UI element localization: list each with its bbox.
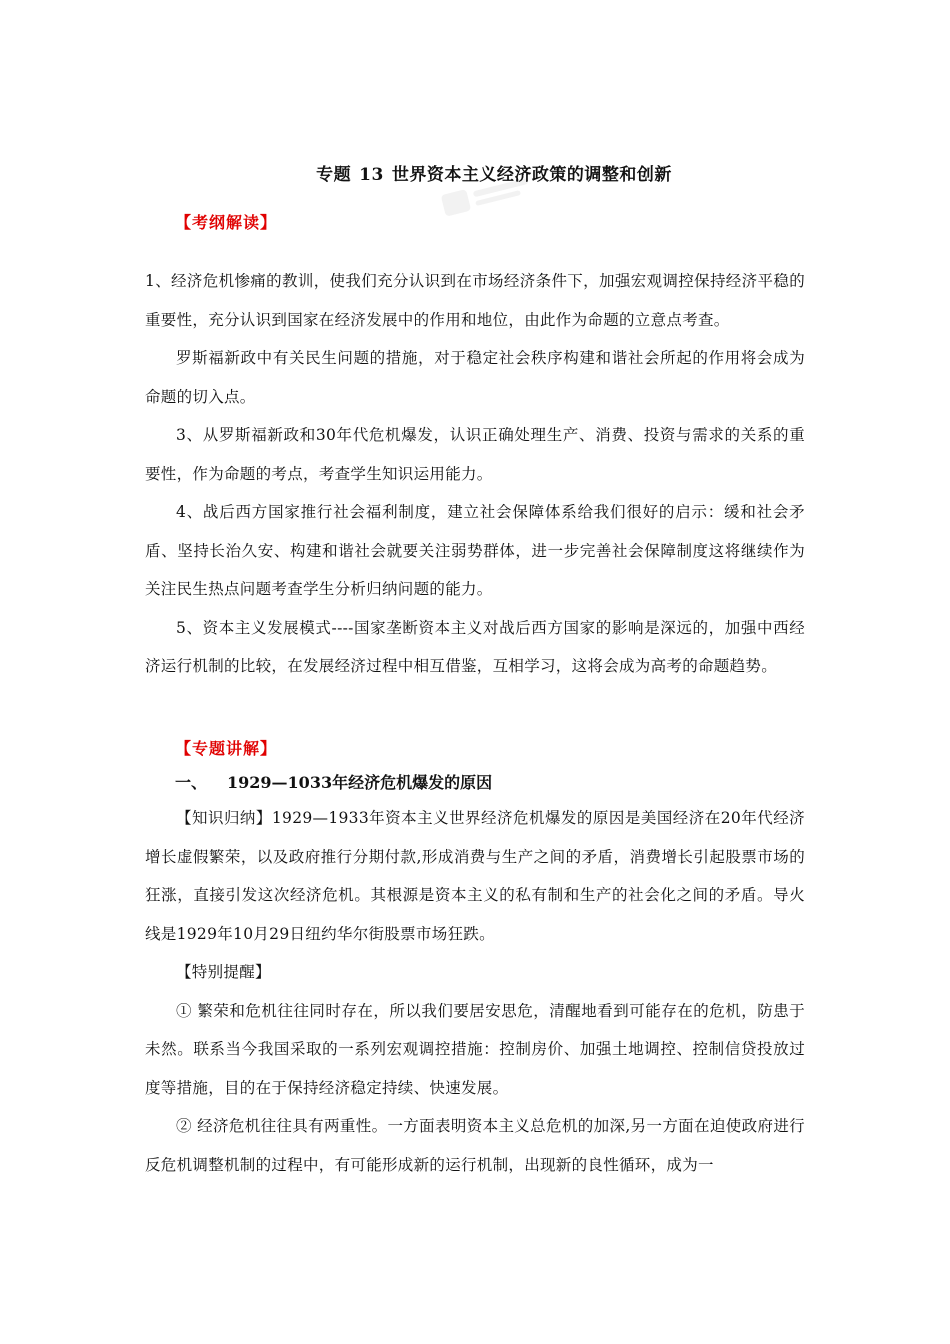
title-text: 世界资本主义经济政策的调整和创新 <box>391 165 672 185</box>
title-prefix: 专题 <box>316 165 352 185</box>
reminder-label: 【特别提醒】 <box>176 963 271 981</box>
topic-paragraphs <box>145 799 805 1184</box>
exam-paragraph-3: 3、从罗斯福新政和30年代危机爆发，认识正确处理生产、消费、投资与需求的关系的重要性，作为命题的考点，考查学生知识运用能力。 <box>145 426 805 483</box>
reminder-paragraph-1: ① 繁荣和危机往往同时存在，所以我们要居安思危，清醒地看到可能存在的危机，防患于未然。联系当今我国采取的一系列宏观调控措施：控制房价、加强土地调控、控制信贷投放过度等措施，目的在于保持经济稳定持续、快速发展。 <box>145 1001 805 1097</box>
exam-paragraphs <box>145 262 805 686</box>
subsection-heading <box>175 770 492 793</box>
section-heading-topic: 【专题讲解】 <box>175 739 278 758</box>
document-title <box>0 160 950 185</box>
exam-paragraph-4: 4、战后西方国家推行社会福利制度，建立社会保障体系给我们很好的启示：缓和社会矛盾、坚持长治久安、构建和谐社会就要关注弱势群体，进一步完善社会保障制度这将继续作为关注民生热点问题考查学生分析归纳问题的能力。 <box>145 503 805 598</box>
section-heading-exam: 【考纲解读】 <box>175 213 278 232</box>
exam-paragraph-5: 5、资本主义发展模式----国家垄断资本主义对战后西方国家的影响是深远的，加强中西经济运行机制的比较，在发展经济过程中相互借鉴，互相学习，这将会成为高考的命题趋势。 <box>145 618 805 675</box>
title-number: 13 <box>359 165 384 185</box>
subsection-mark: 一、 <box>175 773 208 792</box>
exam-paragraph-1: 1、经济危机惨痛的教训，使我们充分认识到在市场经济条件下，加强宏观调控保持经济平稳的重要性，充分认识到国家在经济发展中的作用和地位，由此作为命题的立意点考查。 <box>145 272 805 329</box>
exam-paragraph-2: 罗斯福新政中有关民生问题的措施，对于稳定社会秩序构建和谐社会所起的作用将会成为命题的切入点。 <box>145 349 805 406</box>
subsection-title: 1929—1033年经济危机爆发的原因 <box>227 773 493 792</box>
knowledge-paragraph: 【知识归纳】1929—1933年资本主义世界经济危机爆发的原因是美国经济在20年代经济增长虚假繁荣，以及政府推行分期付款,形成消费与生产之间的矛盾，消费增长引起股票市场的狂涨，直接引发这次经济危机。其根源是资本主义的私有制和生产的社会化之间的矛盾。导火线是1929年10月29日纽约华尔街股票市场狂跌。 <box>145 809 805 943</box>
reminder-paragraph-2: ② 经济危机往往具有两重性。一方面表明资本主义总危机的加深,另一方面在迫使政府进行反危机调整机制的过程中，有可能形成新的运行机制，出现新的良性循环，成为一 <box>145 1117 805 1174</box>
